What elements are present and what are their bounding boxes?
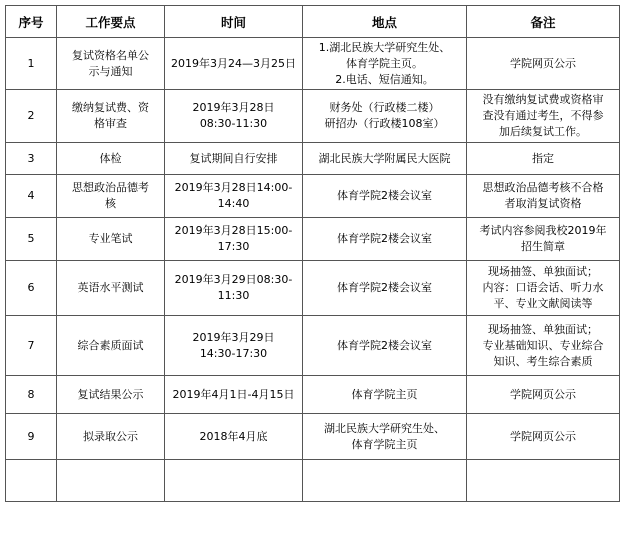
time-line: 复试期间自行安排 bbox=[189, 151, 278, 165]
task-line: 思想政治品德考 bbox=[72, 181, 149, 194]
cell-place bbox=[303, 175, 467, 218]
note-line: 指定 bbox=[532, 151, 554, 165]
time-line: 14:30-17:30 bbox=[199, 346, 268, 360]
table-row bbox=[6, 376, 620, 414]
time-line: 2019年3月29日08:30- bbox=[174, 273, 293, 286]
cell-time bbox=[165, 376, 303, 414]
cell-time bbox=[165, 316, 303, 376]
task-line: 体检 bbox=[99, 151, 122, 165]
table-row bbox=[6, 143, 620, 175]
cell-time bbox=[165, 90, 303, 143]
cell-no: 3 bbox=[6, 143, 57, 175]
place-line: 体育学院主页 bbox=[351, 437, 418, 451]
cell-no: 7 bbox=[6, 316, 57, 376]
time-line: 2018年4月底 bbox=[199, 429, 268, 443]
note-line: 者取消复试资格 bbox=[504, 197, 582, 210]
table-row bbox=[6, 90, 620, 143]
note-line: 现场抽签、单独面试； bbox=[488, 265, 598, 278]
task-line: 示与通知 bbox=[88, 64, 133, 78]
cell-note bbox=[467, 218, 620, 261]
cell-no: 1 bbox=[6, 38, 57, 90]
cell-no: 9 bbox=[6, 414, 57, 460]
table-body bbox=[6, 38, 620, 502]
cell-time bbox=[165, 460, 303, 502]
cell-no: 8 bbox=[6, 376, 57, 414]
cell-task bbox=[57, 460, 165, 502]
time-line: 2019年4月1日-4月15日 bbox=[172, 387, 295, 401]
time-line: 14:40 bbox=[217, 197, 250, 210]
task-line: 复试结果公示 bbox=[77, 387, 144, 401]
table-row bbox=[6, 414, 620, 460]
table-row bbox=[6, 460, 620, 502]
cell-place bbox=[303, 90, 467, 143]
note-line: 专业基础知识、专业综合 bbox=[482, 338, 604, 352]
place-line: 体育学院2楼会议室 bbox=[337, 338, 432, 352]
time-line: 11:30 bbox=[217, 289, 250, 302]
place-line: 财务处（行政楼二楼） bbox=[329, 101, 440, 114]
cell-note bbox=[467, 143, 620, 175]
cell-no: 2 bbox=[6, 90, 57, 143]
time-line: 2019年3月29日 bbox=[192, 330, 275, 344]
task-line: 拟录取公示 bbox=[83, 429, 138, 443]
table-row bbox=[6, 38, 620, 90]
table-row bbox=[6, 218, 620, 261]
place-line: 体育学院主页。 bbox=[346, 56, 423, 70]
time-line: 2019年3月28日 bbox=[192, 101, 275, 114]
place-line: 体育学院2楼会议室 bbox=[337, 189, 432, 202]
note-line: 没有缴纳复试费或资格审 bbox=[482, 93, 604, 106]
place-line: 体育学院主页 bbox=[351, 387, 418, 401]
cell-task bbox=[57, 316, 165, 376]
note-line: 学院网页公示 bbox=[510, 387, 576, 401]
header-place: 地点 bbox=[303, 6, 467, 38]
cell-note bbox=[467, 175, 620, 218]
cell-task bbox=[57, 376, 165, 414]
time-line: 17:30 bbox=[217, 240, 250, 253]
place-line: 体育学院2楼会议室 bbox=[337, 281, 432, 294]
task-line: 英语水平测试 bbox=[77, 281, 144, 294]
header-task: 工作要点 bbox=[57, 6, 165, 38]
cell-place bbox=[303, 414, 467, 460]
cell-task bbox=[57, 414, 165, 460]
cell-place bbox=[303, 261, 467, 316]
cell-place bbox=[303, 38, 467, 90]
cell-time bbox=[165, 414, 303, 460]
cell-task bbox=[57, 261, 165, 316]
place-line: 研招办（行政楼108室） bbox=[324, 117, 445, 130]
cell-note bbox=[467, 460, 620, 502]
place-line: 2.电话、短信通知。 bbox=[335, 72, 434, 86]
task-line: 核 bbox=[105, 197, 116, 210]
cell-task bbox=[57, 218, 165, 261]
header-seq: 序号 bbox=[6, 6, 57, 38]
cell-task bbox=[57, 38, 165, 90]
cell-place bbox=[303, 376, 467, 414]
cell-time bbox=[165, 143, 303, 175]
place-line: 湖北民族大学附属民大医院 bbox=[318, 151, 451, 165]
cell-time bbox=[165, 261, 303, 316]
note-line: 学院网页公示 bbox=[510, 56, 576, 70]
cell-time bbox=[165, 175, 303, 218]
task-line: 综合素质面试 bbox=[77, 338, 144, 352]
time-line: 2019年3月28日15:00- bbox=[174, 224, 293, 237]
note-line: 思想政治品德考核不合格 bbox=[482, 181, 604, 194]
cell-task bbox=[57, 175, 165, 218]
cell-no bbox=[6, 460, 57, 502]
cell-place bbox=[303, 143, 467, 175]
cell-place bbox=[303, 218, 467, 261]
note-line: 查没有通过考生，不得参 bbox=[482, 109, 604, 122]
note-line: 考试内容参阅我校2019年 bbox=[479, 224, 607, 237]
cell-note bbox=[467, 90, 620, 143]
table-row bbox=[6, 175, 620, 218]
cell-time bbox=[165, 218, 303, 261]
note-line: 内容：口语会话、听力水 bbox=[482, 281, 604, 294]
cell-note bbox=[467, 414, 620, 460]
schedule-table bbox=[5, 5, 620, 502]
cell-note bbox=[467, 376, 620, 414]
time-line: 08:30-11:30 bbox=[199, 117, 268, 130]
table-row bbox=[6, 261, 620, 316]
cell-task bbox=[57, 90, 165, 143]
place-line: 1.湖北民族大学研究生处、 bbox=[318, 40, 451, 54]
cell-place bbox=[303, 316, 467, 376]
cell-time bbox=[165, 38, 303, 90]
place-line: 体育学院2楼会议室 bbox=[337, 232, 432, 245]
note-line: 平、专业文献阅读等 bbox=[493, 297, 593, 310]
header-row bbox=[6, 6, 620, 38]
time-line: 2019年3月24—3月25日 bbox=[171, 56, 296, 70]
place-line: 湖北民族大学研究生处、 bbox=[324, 421, 445, 435]
cell-no: 6 bbox=[6, 261, 57, 316]
time-line: 2019年3月28日14:00- bbox=[174, 181, 293, 194]
task-line: 专业笔试 bbox=[88, 232, 133, 245]
cell-note bbox=[467, 261, 620, 316]
header-time: 时间 bbox=[165, 6, 303, 38]
note-line: 知识、考生综合素质 bbox=[493, 354, 593, 368]
task-line: 复试资格名单公 bbox=[72, 48, 149, 62]
cell-note bbox=[467, 38, 620, 90]
task-line: 格审查 bbox=[94, 117, 127, 130]
cell-place bbox=[303, 460, 467, 502]
note-line: 现场抽签、单独面试； bbox=[488, 322, 598, 336]
cell-task bbox=[57, 143, 165, 175]
note-line: 学院网页公示 bbox=[510, 429, 576, 443]
cell-no: 5 bbox=[6, 218, 57, 261]
table-row bbox=[6, 316, 620, 376]
cell-note bbox=[467, 316, 620, 376]
header-note: 备注 bbox=[467, 6, 620, 38]
note-line: 招生简章 bbox=[521, 240, 565, 253]
cell-no: 4 bbox=[6, 175, 57, 218]
note-line: 加后续复试工作。 bbox=[499, 125, 587, 138]
task-line: 缴纳复试费、资 bbox=[72, 101, 149, 114]
